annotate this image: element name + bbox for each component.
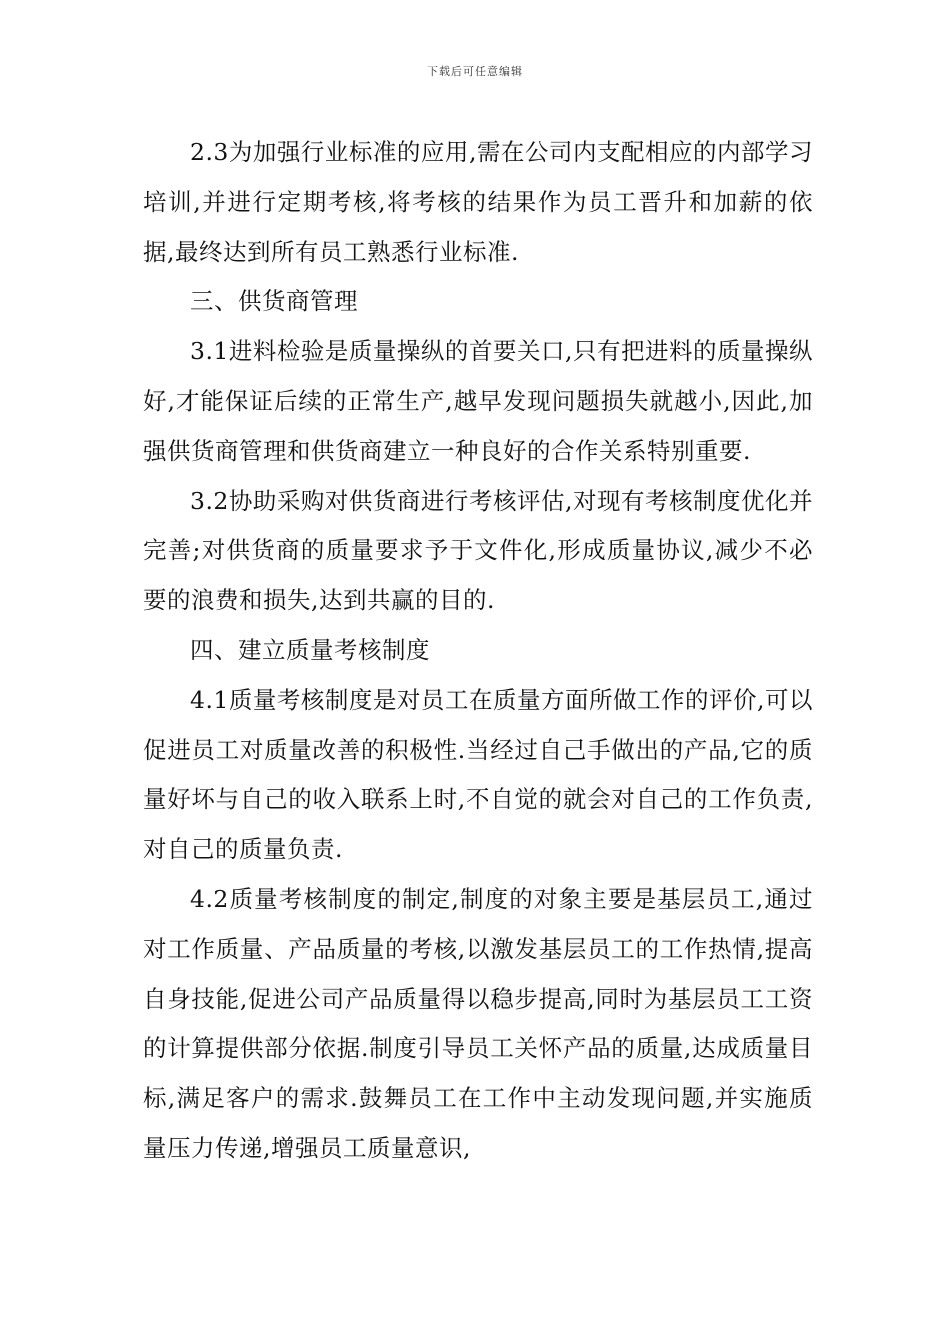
paragraph-3-1: 3.1进料检验是质量操纵的首要关口,只有把进料的质量操纵好,才能保证后续的正常生产,越早发现问题损失就越小,因此,加强供货商管理和供货商建立一种良好的合作关系特别重要. (143, 337, 813, 465)
paragraph-4-2: 4.2质量考核制度的制定,制度的对象主要是基层员工,通过对工作质量、产品质量的考核,以激发基层员工的工作热情,提高自身技能,促进公司产品质量得以稳步提高,同时为基层员工工资的计算提供部分依据.制度引导员工关怀产品的质量,达成质量目标,满足客户的需求.鼓舞员工在工作中主动发现问题,并实施质量压力传递,增强员工质量意识, (143, 884, 813, 1162)
section-heading-supplier-management: 三、供货商管理 (190, 287, 358, 316)
paragraph-2-3: 2.3为加强行业标准的应用,需在公司内支配相应的内部学习培训,并进行定期考核,将考核的结果作为员工晋升和加薪的依据,最终达到所有员工熟悉行业标准. (143, 138, 813, 266)
document-body (143, 128, 813, 1174)
page-header: 下载后可任意编辑 (427, 65, 523, 78)
paragraph-4-1: 4.1质量考核制度是对员工在质量方面所做工作的评价,可以促进员工对质量改善的积极性.当经过自己手做出的产品,它的质量好坏与自己的收入联系上时,不自觉的就会对自己的工作负责,对自己的质量负责. (143, 685, 813, 864)
section-heading-quality-assessment: 四、建立质量考核制度 (190, 635, 430, 664)
paragraph-3-2: 3.2协助采购对供货商进行考核评估,对现有考核制度优化并完善;对供货商的质量要求予于文件化,形成质量协议,减少不必要的浪费和损失,达到共赢的目的. (143, 486, 813, 615)
